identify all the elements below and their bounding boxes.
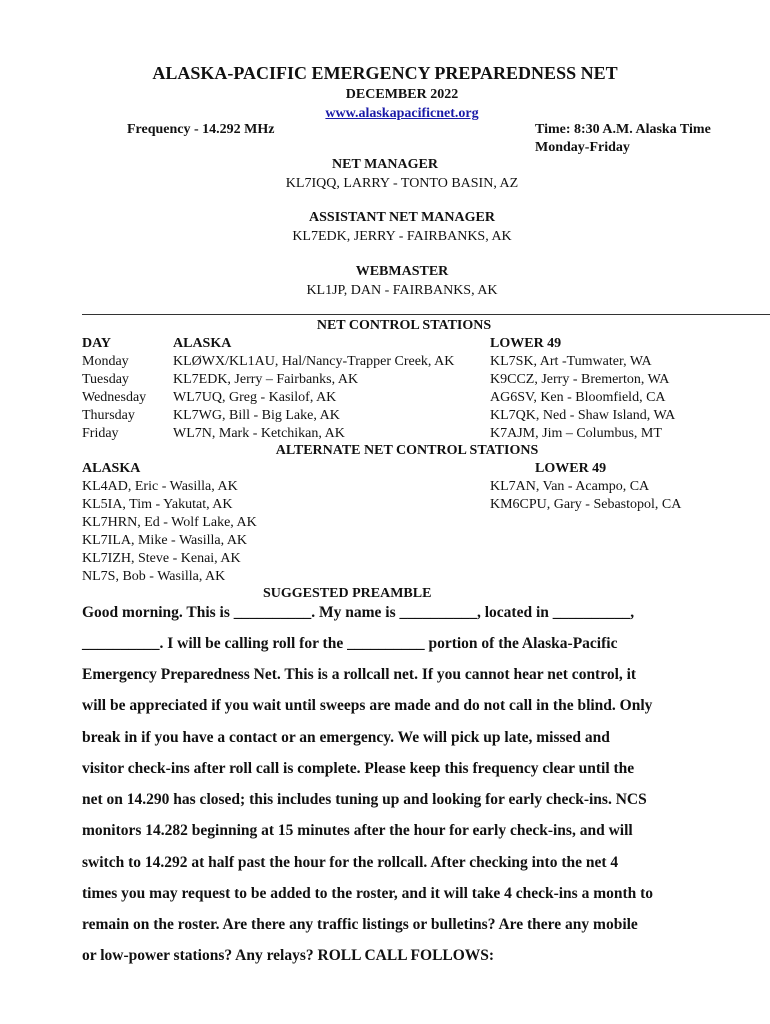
alternate-lower-item: KL7AN, Van - Acampo, CA [490, 479, 650, 494]
ncs-lower: KL7QK, Ned - Shaw Island, WA [490, 408, 676, 423]
ncs-alaska: KL7WG, Bill - Big Lake, AK [173, 408, 340, 423]
net-manager-label: NET MANAGER [332, 157, 438, 172]
webmaster-label: WEBMASTER [355, 264, 449, 279]
ncs-day: Wednesday [82, 390, 147, 405]
preamble-line: Good morning. This is __________. My name is __________, located in __________, [82, 604, 635, 621]
preamble-line: monitors 14.282 beginning at 15 minutes after the hour for early check-ins, and will [82, 822, 633, 839]
preamble-heading: SUGGESTED PREAMBLE [263, 586, 432, 601]
alternate-alaska-item: KL4AD, Eric - Wasilla, AK [82, 479, 238, 494]
frequency-text: Frequency - 14.292 MHz [127, 122, 275, 137]
preamble-line: visitor check-ins after roll call is complete. Please keep this frequency clear until the [82, 760, 635, 777]
ncs-lower: K9CCZ, Jerry - Bremerton, WA [490, 372, 670, 387]
preamble-line: remain on the roster. Are there any traffic listings or bulletins? Are there any mobile [82, 916, 638, 933]
assistant-manager: KL7EDK, JERRY - FAIRBANKS, AK [292, 229, 512, 244]
preamble-line: times you may request to be added to the roster, and it will take 4 check-ins a month to [82, 885, 654, 902]
preamble-line: Emergency Preparedness Net. This is a rollcall net. If you cannot hear net control, it [82, 666, 637, 683]
col-alaska-header: ALASKA [173, 336, 232, 351]
divider [82, 314, 770, 315]
ncs-alaska: WL7N, Mark - Ketchikan, AK [173, 426, 345, 441]
col-lower-header: LOWER 49 [490, 336, 562, 351]
preamble-line: or low-power stations? Any relays? ROLL CALL FOLLOWS: [82, 947, 495, 964]
alternate-lower-header: LOWER 49 [535, 461, 607, 476]
document-date: DECEMBER 2022 [345, 87, 459, 102]
alternate-alaska-item: KL7ILA, Mike - Wasilla, AK [82, 533, 248, 548]
preamble-line: break in if you have a contact or an emergency. We will pick up late, missed and [82, 729, 610, 746]
alternate-alaska-item: KL7HRN, Ed - Wolf Lake, AK [82, 515, 257, 530]
net-manager: KL7IQQ, LARRY - TONTO BASIN, AZ [285, 176, 519, 191]
ncs-alaska: WL7UQ, Greg - Kasilof, AK [173, 390, 337, 405]
alternate-alaska-header: ALASKA [82, 461, 141, 476]
ncs-heading: NET CONTROL STATIONS [316, 318, 492, 333]
assistant-manager-label: ASSISTANT NET MANAGER [309, 210, 495, 225]
ncs-day: Tuesday [82, 372, 129, 387]
preamble-line: switch to 14.292 at half past the hour for the rollcall. After checking into the net 4 [82, 854, 619, 871]
days-text: Monday-Friday [535, 140, 630, 155]
ncs-day: Monday [82, 354, 129, 369]
ncs-alaska: KLØWX/KL1AU, Hal/Nancy-Trapper Creek, AK [173, 354, 455, 369]
ncs-lower: KL7SK, Art -Tumwater, WA [490, 354, 652, 369]
webmaster: KL1JP, DAN - FAIRBANKS, AK [306, 283, 498, 298]
alternate-alaska-item: NL7S, Bob - Wasilla, AK [82, 569, 226, 584]
alternate-alaska-item: KL7IZH, Steve - Kenai, AK [82, 551, 241, 566]
ncs-day: Friday [82, 426, 119, 441]
alternate-heading: ALTERNATE NET CONTROL STATIONS [275, 443, 539, 458]
website-link[interactable]: www.alaskapacificnet.org [325, 106, 479, 121]
alternate-lower-item: KM6CPU, Gary - Sebastopol, CA [490, 497, 682, 512]
document-title: ALASKA-PACIFIC EMERGENCY PREPAREDNESS NET [152, 63, 618, 83]
preamble-line: __________. I will be calling roll for the __________ portion of the Alaska-Pacific [82, 635, 618, 652]
ncs-lower: AG6SV, Ken - Bloomfield, CA [490, 390, 666, 405]
preamble-line: net on 14.290 has closed; this includes tuning up and looking for early check-ins. NCS [82, 791, 647, 808]
ncs-alaska: KL7EDK, Jerry – Fairbanks, AK [173, 372, 359, 387]
time-text: Time: 8:30 A.M. Alaska Time [535, 122, 711, 137]
ncs-day: Thursday [82, 408, 135, 423]
col-day-header: DAY [82, 336, 112, 351]
ncs-lower: K7AJM, Jim – Columbus, MT [490, 426, 662, 441]
alternate-alaska-item: KL5IA, Tim - Yakutat, AK [82, 497, 233, 512]
preamble-line: will be appreciated if you wait until sweeps are made and do not call in the blind. Only [82, 697, 653, 714]
